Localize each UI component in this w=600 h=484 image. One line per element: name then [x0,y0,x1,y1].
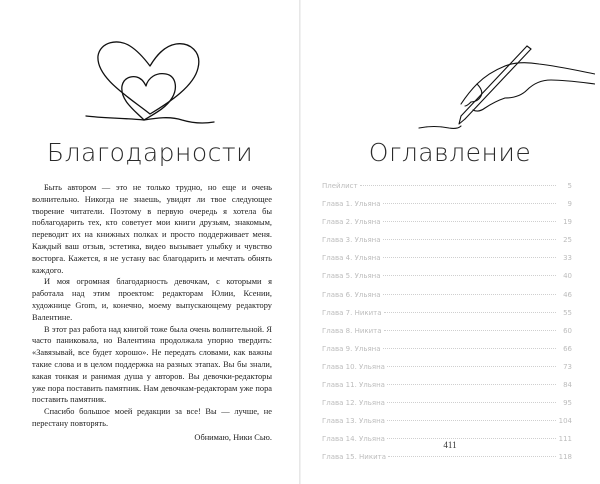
toc-entry-page: 9 [567,200,572,209]
toc-entry [322,399,572,417]
toc-leader-dots [383,239,556,240]
toc-entry-label: Глава 9. Ульяна [322,344,381,353]
toc-entry-label: Глава 3. Ульяна [322,236,381,245]
toc-entry-label: Глава 10. Ульяна [322,362,385,371]
toc-entry-label: Глава 14. Ульяна [322,435,385,444]
toc-entry-page: 46 [563,290,572,299]
toc-leader-dots [383,275,556,276]
toc-entry [322,236,572,254]
table-of-contents [322,182,572,472]
toc-entry-page: 84 [563,381,572,390]
toc-entry-label: Глава 2. Ульяна [322,218,381,227]
acknowledgements-heading: Благодарности [46,138,254,167]
contents-page [300,0,600,484]
toc-entry-label: Глава 6. Ульяна [322,290,381,299]
toc-leader-dots [383,294,556,295]
toc-entry-label: Глава 1. Ульяна [322,200,381,209]
toc-entry-page: 19 [563,218,572,227]
toc-leader-dots [388,456,556,457]
hearts-icon [78,36,228,126]
toc-entry [322,218,572,236]
toc-entry-label: Глава 13. Ульяна [322,417,385,426]
toc-leader-dots [360,185,556,186]
toc-entry [322,345,572,363]
toc-entry [322,272,572,290]
paragraph: Быть автором — это не только трудно, но еще и очень волнительно. Никогда не знаешь, увидят ли твое следующее творение читатели. Поэтому в первую очередь я хотела бы поблагодарить тех, кто советует мои книги друзьям, знакомым, переводит их на книжных полках и просто поддерживает меня. Каждый ваш отзыв, эстетика, видео вызывает улыбку и чувство восторга. Кажется, я не устану вас благодарить и мечтать обнять каждого. [32,183,272,275]
toc-entry-page: 5 [567,182,572,190]
contents-heading: Оглавление [368,138,532,167]
toc-entry-label: Плейлист [322,182,358,190]
toc-entry-label: Глава 8. Никита [322,326,382,335]
toc-entry-page: 104 [558,417,572,426]
signature: Обнимаю, Ники Сью. [194,432,272,442]
toc-entry-label: Глава 12. Ульяна [322,399,385,408]
toc-leader-dots [384,312,556,313]
hand-writing-icon [415,40,595,130]
toc-leader-dots [383,348,556,349]
paragraph: И моя огромная благодарность девочкам, с которыми я работала над этим проектом: редакторам Юлии, Ксении, художнице Grom, и, конечно, моему выпускающему редактору Валентине. [32,277,272,322]
toc-entry-label: Глава 11. Ульяна [322,381,385,390]
toc-entry-page: 40 [563,272,572,281]
toc-leader-dots [384,330,556,331]
toc-entry-page: 111 [558,435,572,444]
toc-entry [322,381,572,399]
toc-entry-page: 33 [563,254,572,263]
toc-leader-dots [383,221,556,222]
toc-leader-dots [387,366,556,367]
toc-leader-dots [387,402,556,403]
toc-entry-label: Глава 15. Никита [322,453,386,462]
toc-entry-label: Глава 5. Ульяна [322,272,381,281]
toc-entry-page: 66 [563,344,572,353]
page-number: 411 [443,440,457,450]
toc-entry [322,291,572,309]
paragraph: Спасибо большое моей редакции за все! Вы — лучше, не перестану повторять. [32,407,272,428]
toc-entry-label: Глава 7. Никита [322,308,382,317]
toc-leader-dots [383,257,556,258]
toc-entry-page: 118 [558,453,572,462]
toc-entry [322,254,572,272]
toc-entry [322,309,572,327]
toc-entry [322,200,572,218]
toc-entry [322,453,572,471]
toc-entry-page: 55 [563,308,572,317]
toc-leader-dots [383,203,556,204]
toc-entry [322,327,572,345]
toc-entry [322,182,572,200]
toc-leader-dots [387,384,556,385]
toc-entry-page: 73 [563,362,572,371]
toc-entry-page: 25 [563,236,572,245]
paragraph: В этот раз работа над книгой тоже была очень волнительной. Я часто паниковала, но Валентина продолжала упорно твердить: «Завязывай, все будет хорошо». Не передать словами, как важны такие слова и в целом поддержка на разных этапах. Вы бы знали, какая тонкая и ранимая душа у авторов. Вы девочки-редакторы уже пора поставить памятник. Нам девочкам-редакторам уже пора поставить памятник. [32,324,272,405]
toc-entry-page: 60 [563,326,572,335]
toc-entry [322,363,572,381]
toc-entry-page: 95 [563,399,572,408]
toc-leader-dots [387,420,556,421]
acknowledgements-body [32,182,272,444]
toc-entry-label: Глава 4. Ульяна [322,254,381,263]
toc-entry [322,417,572,435]
